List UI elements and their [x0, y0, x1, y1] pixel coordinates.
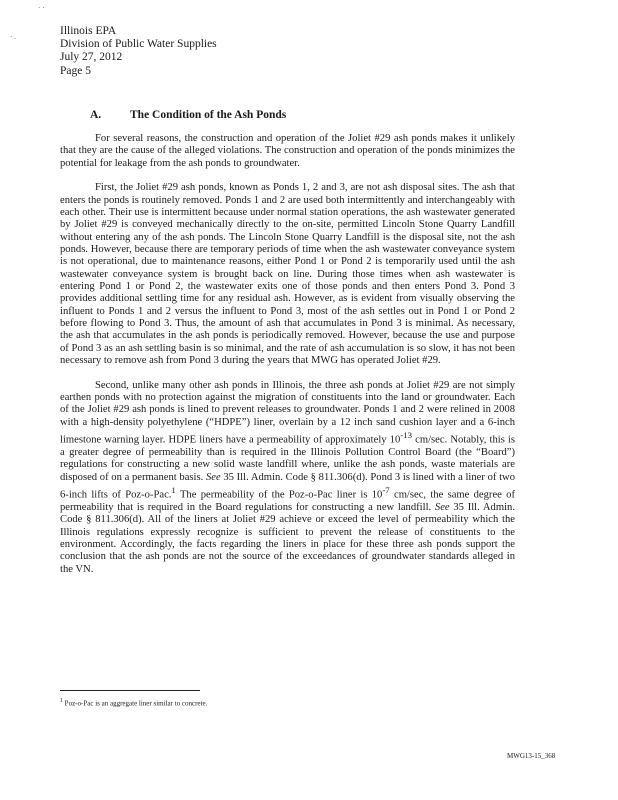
header-date: July 27, 2012 — [60, 51, 123, 64]
section-number: A. — [90, 109, 102, 121]
paragraph-text: cm/sec, the same degree of permeability that is required in the Board regulations for constructing a new landfill. — [60, 489, 515, 513]
paragraph-first: First, the Joliet #29 ash ponds, known as Ponds 1, 2 and 3, are not ash disposal sites. The ash that enters the ponds is routinely removed. Ponds 1 and 2 are used both intermittently and interchangeably with each other. Their use is intermittent because under normal station operations, the ash wastewater generated by Joliet #29 is conveyed mechanically directly to the on-site, permitted Lincoln Stone Quarry Landfill without entering any of the ash ponds. The Lincoln Stone Quarry Landfill is the disposal site, not the ash ponds. However, because there are temporary periods of time when the ash wastewater conveyance system is not operational, due to maintenance reasons, either Pond 1 or Pond 2 is temporarily used until the ash wastewater conveyance system is brought back on line. During those times when ash wastewater is entering Pond 1 or Pond 2, the wastewater exits one of those ponds and then enters Pond 3. Pond 3 provides additional settling time for any residual ash. However, as is evident from visually observing the influent to Ponds 1 and 2 versus the influent to Pond 3, most of the ash settles out in Pond 1 or Pond 2 before flowing to Pond 3. Thus, the amount of ash that accumulates in Pond 3 is minimal. As necessary, the ash that accumulates in the ash ponds is periodically removed. However, because the use and purpose of Pond 3 as an ash settling basin is so minimal, and the rate of ash accumulation is so slow, it has not been necessary to remove ash from Pond 3 during the years that MWG has operated Joliet #29. — [60, 182, 515, 367]
scan-speck: · . — [10, 33, 16, 41]
footnote-divider — [60, 690, 200, 691]
exponent: -7 — [382, 485, 390, 496]
paragraph-text: The permeability of the Poz-o-Pac liner is 10 — [175, 489, 383, 501]
letter-header — [60, 25, 217, 78]
header-division: Division of Public Water Supplies — [60, 38, 217, 51]
exponent: -13 — [400, 430, 413, 441]
paragraph-second — [60, 380, 515, 576]
footnote — [60, 698, 207, 707]
section-heading — [90, 109, 286, 121]
paragraph-intro: For several reasons, the construction and operation of the Joliet #29 ash ponds makes it unlikely that they are the cause of the alleged violations. The construction and operation of the ponds minimizes the potential for leakage from the ash ponds to groundwater. — [60, 133, 515, 169]
paragraph-text: Second, unlike many other ash ponds in Illinois, the three ash ponds at Joliet #29 are not simply earthen ponds with no protection against the migration of constituents into the land or groundwater. Each of the Joliet #29 ash ponds is lined to prevent releases to groundwater. Ponds 1 and 2 were relined in 2008 with a high-density polyethylene (“HDPE”) liner, overlain by a 12 inch sand cushion layer and a 6-inch limestone warning layer. HDPE liners have a permeability of approximately 10 — [60, 379, 515, 446]
header-recipient: Illinois EPA — [60, 25, 117, 37]
paragraph-text: cm/sec. Notably, this is a greater degree of permeability than is required in the Illinois Pollution Control Board (the “Board”) regulations for constructing a new solid waste landfill where, unlike the ash ponds, waste materials are disposed of on a permanent basis. — [60, 434, 515, 483]
footnote-text: Poz-o-Pac is an aggregate liner similar to concrete. — [64, 699, 208, 708]
header-page-number: Page 5 — [60, 64, 91, 77]
citation-signal: See — [205, 471, 221, 483]
scan-speck: · · — [38, 4, 45, 12]
paragraph-text: 35 Ill. Admin. Code § 811.306(d). All of the liners at Joliet #29 achieve or exceed the level of permeability which the Illinois regulations expressly recognize is sufficient to prevent the release of constituents to the environment. Accordingly, the facts regarding the liners in place for these three ash ponds support the conclusion that the ash ponds are not the source of the exceedances of groundwater standards alleged in the VN. — [60, 501, 515, 575]
footnote-mark: 1 — [60, 698, 63, 704]
footnote-reference: 1 — [171, 485, 176, 496]
bates-number: MWG13-15_368 — [507, 752, 556, 760]
section-title: The Condition of the Ash Ponds — [130, 109, 287, 121]
citation-signal: See — [434, 501, 450, 513]
paragraph-text: 35 Ill. Admin. Code § 811.306(d). Pond 3 is lined with a liner of two 6-inch lifts of Poz-o-Pac. — [60, 471, 515, 501]
body-text — [60, 133, 515, 576]
